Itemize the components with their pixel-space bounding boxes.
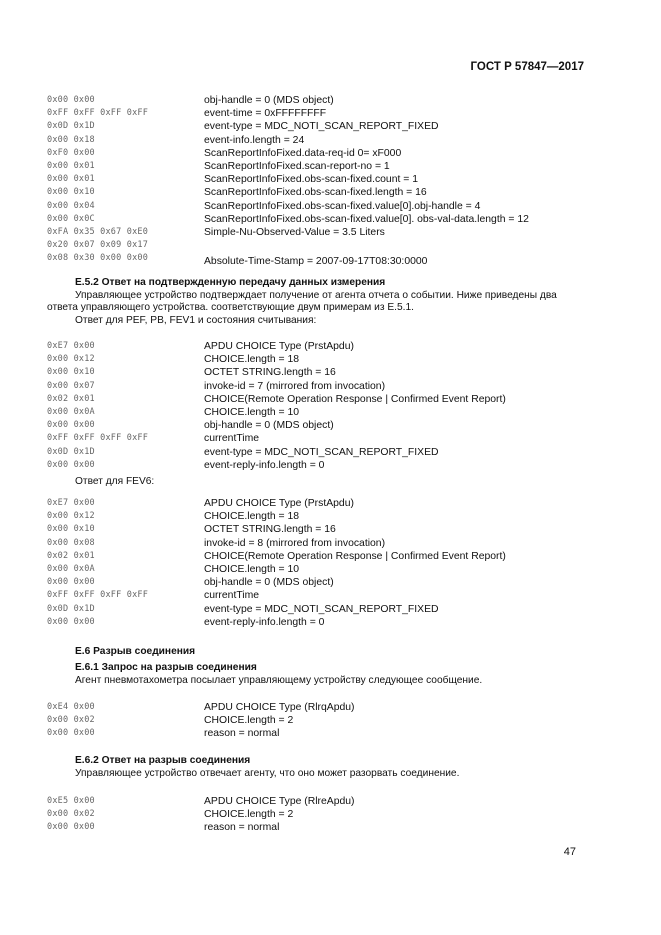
- hex-row: [47, 714, 607, 727]
- hex-bytes: 0x00 0x00: [47, 577, 95, 588]
- hex-bytes: 0x00 0x01: [47, 160, 95, 171]
- field-description: event-type = MDC_NOTI_SCAN_REPORT_FIXED: [204, 446, 439, 458]
- hex-bytes: 0x08 0x30 0x00 0x00: [47, 253, 149, 264]
- hex-bytes: 0x00 0x00: [47, 728, 95, 739]
- hex-row: [47, 446, 607, 459]
- hex-row: [47, 226, 607, 239]
- hex-row: [47, 589, 607, 602]
- hex-bytes: 0xFF 0xFF 0xFF 0xFF: [47, 590, 149, 601]
- field-description: CHOICE.length = 2: [204, 715, 294, 727]
- hex-row: [47, 239, 607, 252]
- hex-row: [47, 550, 607, 563]
- field-description: event-reply-info.length = 0: [204, 616, 325, 628]
- hex-block-release-response: [47, 795, 607, 835]
- hex-row: [47, 563, 607, 576]
- field-description: event-reply-info.length = 0: [204, 459, 325, 471]
- hex-row: [47, 523, 607, 536]
- hex-row: [47, 380, 607, 393]
- hex-row: [47, 134, 607, 147]
- section-heading-e52: Е.5.2 Ответ на подтвержденную передачу данных измерения: [75, 277, 386, 288]
- section-heading-e62: Е.6.2 Ответ на разрыв соединения: [75, 755, 251, 766]
- hex-bytes: 0x02 0x01: [47, 550, 95, 561]
- hex-row: [47, 537, 607, 550]
- section-e61-paragraph: Агент пневмотахометра посылает управляющему устройству следующее сообщение.: [75, 675, 483, 686]
- hex-row: [47, 366, 607, 379]
- fev6-label: Ответ для FEV6:: [75, 476, 155, 487]
- hex-bytes: 0xFF 0xFF 0xFF 0xFF: [47, 108, 149, 119]
- document-id-header: ГОСТ Р 57847—2017: [470, 61, 584, 73]
- hex-bytes: 0x00 0x07: [47, 380, 95, 391]
- section-e52-paragraph: Управляющее устройство подтверждает получение от агента отчета о событии. Ниже приведены два ответа управляющего устройства. соответствующие двум примерам из Е.5.1.: [47, 290, 557, 314]
- hex-bytes: 0x0D 0x1D: [47, 446, 95, 457]
- field-description: currentTime: [204, 590, 260, 602]
- field-description: event-info.length = 24: [204, 134, 305, 146]
- hex-bytes: 0x0D 0x1D: [47, 603, 95, 614]
- hex-row: [47, 459, 607, 472]
- hex-bytes: 0x0D 0x1D: [47, 121, 95, 132]
- hex-bytes: 0x20 0x07 0x09 0x17: [47, 240, 149, 251]
- hex-row: [47, 727, 607, 740]
- field-description: ScanReportInfoFixed.data-req-id 0= xF000: [204, 147, 402, 159]
- section-e52-subtitle: Ответ для PEF, PB, FEV1 и состояния считывания:: [75, 315, 317, 326]
- hex-row: [47, 510, 607, 523]
- hex-row: [47, 107, 607, 120]
- field-description: invoke-id = 7 (mirrored from invocation): [204, 380, 386, 392]
- field-description: CHOICE(Remote Operation Response | Confirmed Event Report): [204, 550, 506, 562]
- hex-bytes: 0xE7 0x00: [47, 341, 95, 351]
- field-description: APDU CHOICE Type (PrstApdu): [204, 498, 354, 509]
- hex-bytes: 0x00 0x00: [47, 95, 95, 105]
- hex-block-response-fev6: [47, 497, 607, 629]
- hex-row: [47, 353, 607, 366]
- hex-bytes: 0x00 0x10: [47, 367, 95, 378]
- hex-bytes: 0x00 0x0C: [47, 213, 95, 224]
- hex-bytes: 0x00 0x12: [47, 354, 95, 365]
- field-description: obj-handle = 0 (MDS object): [204, 95, 334, 106]
- hex-bytes: 0x00 0x12: [47, 511, 95, 522]
- hex-row: [47, 252, 607, 267]
- hex-bytes: 0x00 0x00: [47, 616, 95, 627]
- hex-row: [47, 603, 607, 616]
- hex-bytes: 0x00 0x0A: [47, 563, 95, 574]
- hex-bytes: 0xE7 0x00: [47, 498, 95, 508]
- field-description: ScanReportInfoFixed.obs-scan-fixed.length = 16: [204, 187, 427, 199]
- hex-bytes: 0x00 0x04: [47, 200, 95, 211]
- hex-row: [47, 173, 607, 186]
- field-description: event-type = MDC_NOTI_SCAN_REPORT_FIXED: [204, 121, 439, 133]
- field-description: obj-handle = 0 (MDS object): [204, 420, 334, 432]
- hex-bytes: 0xFF 0xFF 0xFF 0xFF: [47, 433, 149, 444]
- field-description: APDU CHOICE Type (PrstApdu): [204, 341, 354, 352]
- hex-bytes: 0xE4 0x00: [47, 702, 95, 712]
- section-heading-e61: Е.6.1 Запрос на разрыв соединения: [75, 662, 257, 673]
- hex-row: [47, 497, 607, 510]
- hex-row: [47, 393, 607, 406]
- hex-bytes: 0x00 0x10: [47, 187, 95, 198]
- section-heading-e6: Е.6 Разрыв соединения: [75, 646, 196, 657]
- hex-block-scan-report: [47, 94, 607, 267]
- hex-bytes: 0x00 0x18: [47, 134, 95, 145]
- hex-row: [47, 94, 607, 107]
- hex-bytes: 0x02 0x01: [47, 393, 95, 404]
- hex-row: [47, 406, 607, 419]
- hex-bytes: 0x00 0x00: [47, 459, 95, 470]
- hex-row: [47, 419, 607, 432]
- hex-row: [47, 576, 607, 589]
- hex-row: [47, 160, 607, 173]
- hex-row: [47, 147, 607, 160]
- field-description: reason = normal: [204, 728, 280, 740]
- hex-bytes: 0x00 0x10: [47, 524, 95, 535]
- field-description: CHOICE.length = 18: [204, 511, 300, 523]
- page-number: 47: [563, 846, 576, 858]
- field-description: reason = normal: [204, 822, 280, 834]
- field-description: Simple-Nu-Observed-Value = 3.5 Liters: [204, 226, 385, 238]
- hex-row: [47, 795, 607, 808]
- field-description: ScanReportInfoFixed.scan-report-no = 1: [204, 160, 390, 172]
- field-description: obj-handle = 0 (MDS object): [204, 577, 334, 589]
- field-description: APDU CHOICE Type (RlrqApdu): [204, 702, 355, 713]
- field-description: CHOICE.length = 18: [204, 354, 300, 366]
- hex-bytes: 0xF0 0x00: [47, 147, 95, 158]
- hex-row: [47, 213, 607, 226]
- hex-row: [47, 821, 607, 834]
- hex-bytes: 0xE5 0x00: [47, 796, 95, 806]
- hex-row: [47, 186, 607, 199]
- field-description: event-type = MDC_NOTI_SCAN_REPORT_FIXED: [204, 603, 439, 615]
- hex-bytes: 0x00 0x0A: [47, 406, 95, 417]
- field-description: CHOICE.length = 10: [204, 563, 300, 575]
- field-description: APDU CHOICE Type (RlreApdu): [204, 796, 355, 807]
- hex-block-response-pef: [47, 340, 607, 472]
- field-description: CHOICE.length = 10: [204, 406, 300, 418]
- hex-bytes: 0x00 0x00: [47, 420, 95, 431]
- hex-bytes: 0x00 0x01: [47, 174, 95, 185]
- hex-bytes: 0xFA 0x35 0x67 0xE0: [47, 226, 149, 237]
- hex-row: [47, 340, 607, 353]
- hex-bytes: 0x00 0x00: [47, 822, 95, 833]
- field-description: ScanReportInfoFixed.obs-scan-fixed.value[0].obj-handle = 4: [204, 200, 481, 212]
- field-description: ScanReportInfoFixed.obs-scan-fixed.count = 1: [204, 174, 418, 186]
- hex-bytes: 0x00 0x02: [47, 809, 95, 820]
- hex-row: [47, 120, 607, 133]
- field-description: event-time = 0xFFFFFFFF: [204, 108, 327, 120]
- hex-row: [47, 200, 607, 213]
- field-description: CHOICE(Remote Operation Response | Confirmed Event Report): [204, 393, 506, 405]
- hex-bytes: 0x00 0x02: [47, 715, 95, 726]
- hex-row: [47, 808, 607, 821]
- field-description: OCTET STRING.length = 16: [204, 524, 336, 536]
- hex-row: [47, 432, 607, 445]
- field-description: CHOICE.length = 2: [204, 809, 294, 821]
- hex-row: [47, 616, 607, 629]
- section-e62-paragraph: Управляющее устройство отвечает агенту, что оно может разорвать соединение.: [75, 768, 460, 779]
- hex-block-release-request: [47, 701, 607, 741]
- field-description: Absolute-Time-Stamp = 2007-09-17T08:30:0000: [204, 256, 428, 268]
- hex-row: [47, 701, 607, 714]
- field-description: OCTET STRING.length = 16: [204, 367, 336, 379]
- hex-bytes: 0x00 0x08: [47, 537, 95, 548]
- field-description: ScanReportInfoFixed.obs-scan-fixed.value[0]. obs-val-data.length = 12: [204, 213, 529, 225]
- field-description: invoke-id = 8 (mirrored from invocation): [204, 537, 386, 549]
- field-description: currentTime: [204, 433, 260, 445]
